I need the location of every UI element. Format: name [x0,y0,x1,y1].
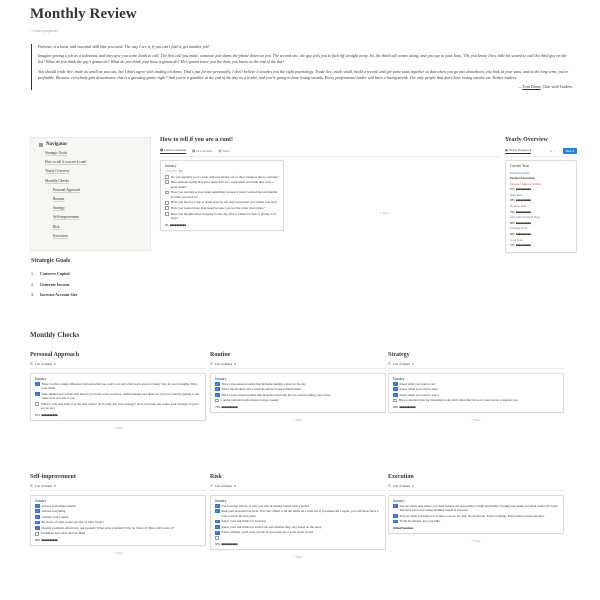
new-card-button[interactable]: + New [113,426,123,431]
goal-number: 3. [31,292,34,297]
navigator-header [31,138,150,149]
table-icon: ▤ [218,149,223,153]
chevron-down-icon: ▾ [412,484,414,488]
board-icon: ▦ [160,148,164,152]
checkbox[interactable]: ✓ [36,525,39,530]
check-text: Know the markets active sessions and be focused during them [221,387,301,392]
board-icon: ▦ [505,148,509,152]
check-text: Know what you want to test [399,381,436,386]
check-item [31,392,205,402]
chevron-down-icon: ▾ [54,484,56,488]
check-list [161,175,283,222]
list-label: List of Rules [392,362,411,366]
overview-item: Perfect Execution! [510,176,536,181]
list-view-tab[interactable] [388,362,564,366]
monthly-section [388,474,564,543]
checkbox[interactable] [35,402,39,406]
check-text: Know whether you'll scale up risk in good periods or scale down in bad [221,530,313,535]
check-text: Have you moved a stop to break even for the only reason that you cannot care less? [170,200,278,205]
filter-icon[interactable]: ≡ [549,149,552,153]
new-card-button[interactable]: + New [293,417,303,422]
check-text: Risk your personal risk level. You can't afford to let the limits on a trade but if you make the a repair, you will never have a base to hit in the first place [221,509,379,518]
overview-item: 75% ●●●●●●●●●● [510,209,531,214]
list-label: List of Rules [214,362,233,366]
chevron-down-icon: ▾ [234,362,236,366]
divider [210,368,386,369]
yearly-toolbar [505,148,577,154]
checkbox[interactable] [165,180,169,184]
monthly-section [30,474,206,555]
check-card[interactable] [30,495,206,547]
yearly-card[interactable] [505,160,577,253]
quote-paragraph-2: Imagine getting a job as a salesman, and they give you some leads to call. The first call you make, someone just slams the phone down on you. The second one, the guy tells you to fuck off straight away. So, the third call comes along, and you say to your boss, 'Oh, you know, I'm a little bit scared to call the third guy on the list.' What do you think the guy's gonna do? What do you think your boss is gonna do? He's gonna leave you the door, you know, at the end of the day! [38,53,567,65]
cunt-test-card[interactable] [160,160,284,231]
checkbox[interactable]: ✓ [216,509,219,514]
view-label: Yearly Progress [508,148,529,152]
check-text: There is often a huge difference between what you want to do and what you're good at doing. Stay in your strengths. Find your niche. [41,381,197,391]
quote-paragraph-3: You should trade live, trade as small as you can, but I don't agree with trading on demo. That's just for me personally, I don't believe it teaches you the right psychology. Trade live, trade small, build a record, and get some stats together so that when you go into drawdown, you look at your stats, and in the long term, you're profitable. Because everybody gets drawdowns; this is a guessing game, right? And you're a gambler at the end of the day as a trader, and you're going to have losing streaks. Every professional trader will have a losing streak. The only people that don't have losing streaks are Twitter traders. [38,68,569,80]
goal-label: Increase Account Size [40,292,78,297]
check-item [31,402,205,412]
checkbox[interactable]: ✓ [394,503,397,508]
navigator-link[interactable]: How to tell if you are a cunt! [45,160,87,165]
yearly-view-tab[interactable]: ▦ Yearly Progress ▾ [505,148,532,152]
card-title: January [215,376,227,381]
check-list [211,382,385,404]
check-text: Know your risk limits for each trade and whether they vary based on the setup [221,524,322,529]
section-heading: Execution [388,474,414,480]
divider [388,490,564,491]
monthly-section [388,352,564,422]
check-text: Have a detailed plan for managing trades both when they move in your favour or against you [398,398,518,403]
navigator-link[interactable]: Monthly Checks [45,178,69,183]
checkbox[interactable]: ✓ [394,392,397,397]
card-title: January [35,376,47,381]
check-text: Trade the market, not your P&L [399,519,441,524]
check-item [389,504,563,514]
section-heading: Routine [210,352,231,358]
list-icon: ☰ [30,362,33,366]
properties-toggle[interactable] [30,28,58,33]
quote-paragraph-1: Patience is a basic and essential skill that you need. The way I see it, if you can't find it, get another job! [38,44,210,49]
checkbox[interactable] [35,532,39,536]
list-view-tab[interactable] [30,484,206,488]
check-text: Know your risk limits for each day [221,519,267,524]
section-heading: Risk [210,474,222,480]
navigator-link[interactable]: Execution [53,233,68,238]
checkbox[interactable] [165,175,169,179]
tab-label: Past Months [195,149,213,153]
divider [505,156,577,157]
navigator-callout [30,137,151,251]
check-text: Take smaller loss actions that haven't yet in the work you have, whilst making sure these are very low priority getting to the same level of work as you [41,391,200,401]
check-item [211,509,385,519]
goal-item [31,280,77,291]
checkbox[interactable]: ✓ [216,530,219,535]
section-heading: Strategy [388,352,410,358]
overview-item: Execution Rate [510,170,530,175]
monthly-section [30,352,206,430]
checkbox[interactable]: ✓ [394,381,397,386]
card-title: January [215,498,227,503]
new-card-button[interactable]: + New [471,538,481,543]
new-card-button[interactable]: + New [293,555,303,560]
list-icon: ☰ [30,484,33,488]
navigator-link[interactable]: Yearly Overview [45,169,70,174]
progress-bar: 60% ●●●●●●●●●● [393,404,416,409]
list-icon: ☰ [388,484,391,488]
check-card[interactable] [388,373,564,413]
tab-label: Last two months [163,148,186,152]
checkbox[interactable]: ✓ [36,509,39,514]
divider [30,368,206,369]
yearly-overview-heading: Yearly Overview [505,137,548,143]
checkbox[interactable]: ✓ [394,513,397,518]
list-label: List of Rules [392,484,411,488]
square-icon [39,143,43,147]
progress-bar: 83% ●●●●●●●●●● [215,542,238,547]
overview-item: Routine Rate [510,204,527,209]
card-title: January [393,498,405,503]
overview-item: 80% ●●●●●●●●●● [510,220,531,225]
check-card[interactable] [388,495,564,534]
goal-item [31,290,77,301]
overview-item: Risk Rate [510,192,523,197]
properties-label: 3 more properties [32,29,58,33]
tab-past-months[interactable] [192,149,212,153]
check-item [161,212,283,222]
check-text: Stay up when you believe it is time to do so. No fear. No hesitation. Expect nothing. Expectation creates emotion. [399,513,545,518]
check-text: Have you looked more than usual because you lost the trader most times? [170,206,265,211]
checkbox[interactable]: ✓ [216,519,219,524]
overview-item: 67% ●●●●●●●●●● [510,187,531,192]
check-text: Conduct detailed performance review weekly [220,398,279,403]
monthly-section [210,474,386,559]
checkbox[interactable] [393,399,397,403]
new-card-button[interactable]: + New [380,211,389,215]
check-text: Know when you want to enter [399,387,439,392]
checkbox[interactable] [165,212,169,216]
page-title: Monthly Review [30,6,137,22]
navigator-link[interactable]: Self-improvement [53,215,80,220]
new-button-label: New [565,149,572,153]
checkbox[interactable]: ✓ [36,381,39,386]
check-text: What is your true edge over the next trades? (Is it really just your strategy? Or is everyone else trades your strategy, as good as you are) [40,401,199,411]
divider [210,490,386,491]
list-view-tab[interactable] [210,484,386,488]
strategic-goals-list [31,269,77,301]
overview-list [506,171,576,249]
chevron-down-icon: ▾ [412,362,414,366]
checkbox[interactable]: ✓ [216,387,219,392]
cunt-test-heading: How to tell if you are a cunt! [160,137,234,143]
new-button[interactable]: New ▾ [563,148,577,153]
check-item [161,180,283,190]
check-text: Have a post session routine that includes reviewing the day and recording your trades [221,392,331,397]
goal-label: Conserve Capital [40,271,70,276]
check-text: Know when you want to exit it [399,392,439,397]
new-card-button[interactable]: + New [471,417,481,422]
list-label: List of Rules [214,484,233,488]
progress-bar: 75% ●●●●●●●●●● [215,404,238,409]
list-label: List of Rules [34,362,53,366]
checkbox[interactable]: ✓ [216,392,219,397]
divider [30,490,206,491]
check-list [211,504,385,542]
navigator-list [31,149,150,241]
more-icon[interactable]: … [557,149,561,153]
monthly-section [210,352,386,422]
check-item [161,190,283,200]
check-list [389,382,563,404]
cunt-test-tabs [160,148,500,154]
overview-item: Strategy Rate [510,226,528,231]
list-icon: ☰ [210,484,213,488]
card-title: Current Year [510,163,529,168]
overview-item: Goal Rate [510,237,523,242]
goal-number: 2. [31,281,34,287]
progress-bar: 0% ●●●●●●●●●● [165,222,186,227]
divider [388,368,564,369]
check-card[interactable] [30,373,206,422]
check-text: Do you regularly post a trade with real money out of show business due to cant/sub? [170,174,279,179]
overview-item: Self-improvement Rate [510,215,540,220]
checkbox[interactable] [215,399,219,403]
checkbox[interactable] [165,206,169,210]
attribution-link[interactable]: Tom Dante [522,84,541,90]
check-text: Have you decided to stop using something because it hasn't worked the last handful of times you used it? [170,190,278,199]
attribution-suffix: , Chat with Traders. [540,84,573,90]
check-text: Be aware of what works and live of what doesn't [41,520,104,525]
overview-item: 60% ●●●●●●●●●● [510,232,531,237]
tab-table[interactable] [218,149,229,153]
checkbox[interactable]: ✓ [36,520,39,525]
check-text: Identify problems effectively, ask yourself 'What is the problem? Why do I have it? How will I solve it?' [41,525,175,530]
strategic-goals-heading: Strategic Goals [31,258,71,264]
attribution-dash: — [518,84,523,90]
check-text: Analyse your journal [41,514,69,519]
checkbox[interactable]: ✓ [394,519,397,524]
checkbox[interactable] [165,201,169,205]
board-icon: ▦ [191,149,196,153]
check-text: Use leverage wisely, as only you will in risking capital with a broker [221,503,310,508]
overview-item: 83% ●●●●●●●●●● [510,198,531,203]
new-card-button[interactable]: + New [113,551,123,556]
check-text: All our visual data where you don't believe the opportunity is high probability. Feeling and taking excellent trades isn't hard. The hard part is not doing anything stupid in between [399,503,558,513]
check-card[interactable] [210,495,386,551]
check-text: Formulate new ideas and test them [40,531,86,536]
checkbox[interactable]: ✓ [36,391,39,396]
overview-item: Personal Approach Rate [510,181,541,186]
navigator-link[interactable]: Routine [53,197,65,202]
list-icon: ☰ [388,362,391,366]
section-heading: Personal Approach [30,352,80,358]
checkbox[interactable]: ✓ [216,503,219,508]
checkbox[interactable]: ✓ [216,381,219,386]
progress-bar: Perfect Execution! [393,525,414,530]
search-icon[interactable]: ⌕ [553,149,556,153]
card-title: January [35,498,47,503]
check-text: Always seek improvement [41,503,76,508]
list-view-tab[interactable] [388,484,564,488]
check-card[interactable] [210,373,386,413]
yearly-overview-section [505,137,577,253]
badge-suffix: Fri [179,168,183,173]
checkbox[interactable]: ✓ [216,524,219,529]
date-badge [165,170,177,173]
checkbox[interactable]: ✓ [36,503,39,508]
tab-label: Table [222,149,230,153]
checkbox[interactable] [165,191,169,195]
overview-item: 57% ●●●●●●●●●● [510,243,531,248]
card-title: January [393,376,405,381]
checkbox[interactable]: ✓ [36,514,39,519]
goal-label: Generate Income [40,281,70,287]
section-heading: Self-improvement [30,474,76,480]
check-text: Has someone saying they have made 40% in a week made you think they were a great trader? [170,180,274,189]
card-title: January [165,163,177,168]
goal-item [31,269,77,280]
list-label: List of Rules [34,484,53,488]
navigator-link[interactable]: Strategic Goals [45,151,68,155]
goal-number: 1. [31,271,34,276]
monthly-checks-heading: Monthly Checks [30,331,80,339]
checkbox[interactable]: ✓ [394,387,397,392]
check-list [31,382,205,413]
navigator-link[interactable]: Risk [53,224,60,229]
quote-block [31,44,573,90]
check-text: Have a pre-session routine that includes making a plan for the day [221,381,306,386]
progress-bar: 80% ●●●●●●●●●● [35,538,58,543]
check-item [31,382,205,392]
check-text: Journal everything [41,509,66,514]
check-list [389,504,563,525]
check-list [31,504,205,538]
chevron-down-icon: ▾ [234,484,236,488]
progress-bar: 67% ●●●●●●●●●● [35,413,58,418]
list-view-tab[interactable] [30,362,206,366]
chevron-down-icon: ▾ [54,362,56,366]
list-view-tab[interactable] [210,362,386,366]
cunt-test-section [160,137,500,231]
tab-last-two-months[interactable] [160,148,186,154]
checkbox[interactable] [215,536,219,540]
navigator-link[interactable]: Strategy [53,206,65,211]
chevron-right-icon: › [30,28,32,33]
navigator-link[interactable]: Personal Approach [53,187,81,192]
list-icon: ☰ [210,362,213,366]
navigator-title: Navigator [46,142,68,147]
check-text: Have you thought about stopping for the day after a winner for fear of giving it all back? [170,211,276,221]
divider [160,156,500,157]
quote-attribution [38,84,573,90]
